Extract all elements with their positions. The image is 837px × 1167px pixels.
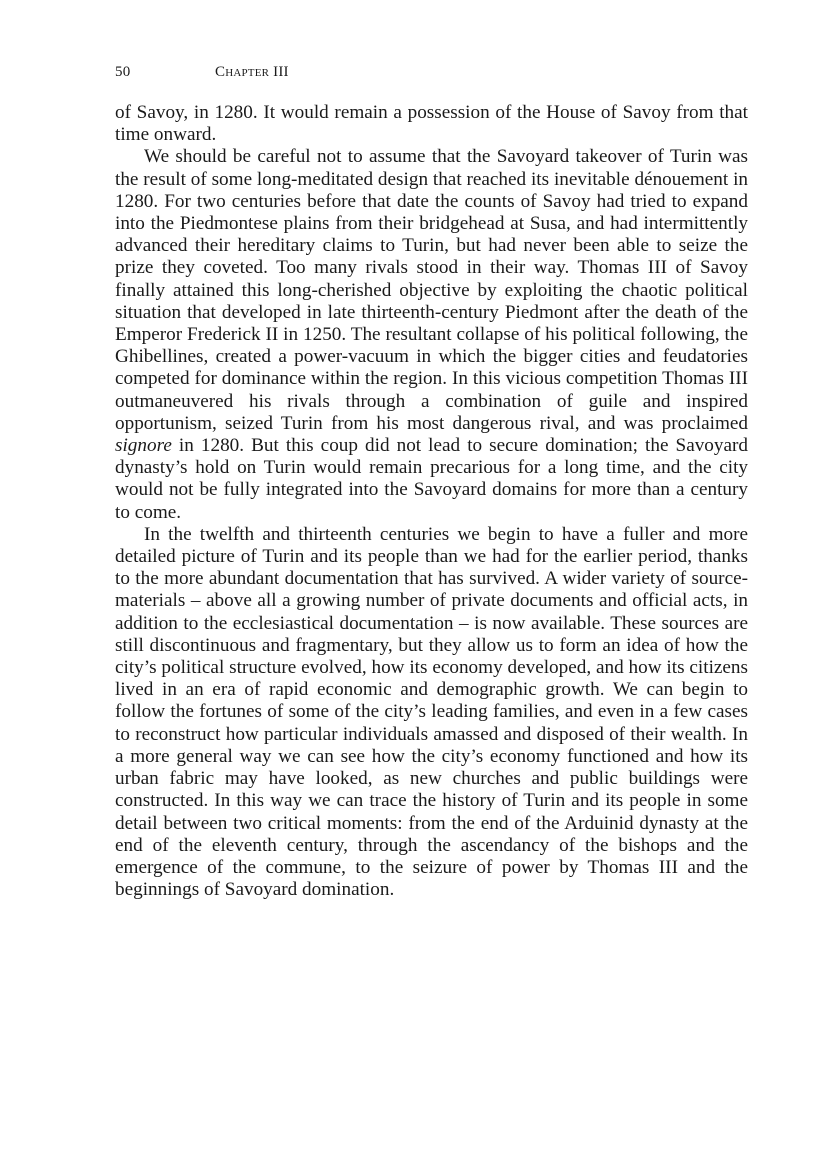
paragraph-text: We should be careful not to assume that the Savoyard takeover of Turin was the result of some long-meditated design that reached its inevitable dénouement in 1280. For two centuries before that date the counts of Savoy had tried to expand into the Piedmontese plains from their bridgehead at Susa, and had intermittently advanced their hereditary claims to Turin, but had never been able to seize the prize they coveted. Too many rivals stood in their way. Thomas III of Savoy finally attained this long-cherished objective by exploiting the chaotic political situation that developed in late thirteenth-century Piedmont after the death of the Emperor Frederick II in 1250. The resultant collapse of his political following, the Ghibellines, created a power-vacuum in which the bigger cities and feudatories competed for dominance within the region. In this vicious competition Thomas III outmaneuvered his rivals through a combination of guile and inspired opportunism, seized Turin from his most dangerous rival, and was proclaimed bbox=[115, 146, 748, 434]
body-text bbox=[115, 102, 748, 901]
paragraph-documentation: In the twelfth and thirteenth centuries we begin to have a fuller and more detailed picture of Turin and its people than we had for the earlier period, thanks to the more abundant documentation that has survived. A wider variety of source-materials – above all a growing number of private documents and official acts, in addition to the ecclesiastical documentation – is now available. These sources are still discontinuous and fragmentary, but they allow us to form an idea of how the city’s political structure evolved, how its economy developed, and how its citizens lived in an era of rapid economic and demographic growth. We can begin to follow the fortunes of some of the city’s leading families, and even in a few cases to reconstruct how particular individuals amassed and disposed of their wealth. In a more general way we can see how the city’s economy functioned and how its urban fabric may have looked, as new churches and public buildings were constructed. In this way we can trace the history of Turin and its people in some detail between two critical moments: from the end of the Arduinid dynasty at the end of the eleventh century, through the ascendancy of the bishops and the emergence of the commune, to the seizure of power by Thomas III and the beginnings of Savoyard domination. bbox=[115, 523, 748, 901]
paragraph-continuation: of Savoy, in 1280. It would remain a possession of the House of Savoy from that time onward. bbox=[115, 102, 748, 146]
chapter-title: Chapter III bbox=[215, 64, 289, 80]
page-content bbox=[115, 64, 748, 901]
running-head bbox=[115, 64, 748, 102]
italic-term: signore bbox=[115, 435, 172, 457]
page-number: 50 bbox=[115, 64, 131, 80]
paragraph-text: in 1280. But this coup did not lead to secure domination; the Savoyard dynasty’s hold on Turin would remain precarious for a long time, and the city would not be fully integrated into the Savoyard domains for more than a century to come. bbox=[115, 435, 748, 523]
paragraph-savoyard-takeover bbox=[115, 146, 748, 523]
